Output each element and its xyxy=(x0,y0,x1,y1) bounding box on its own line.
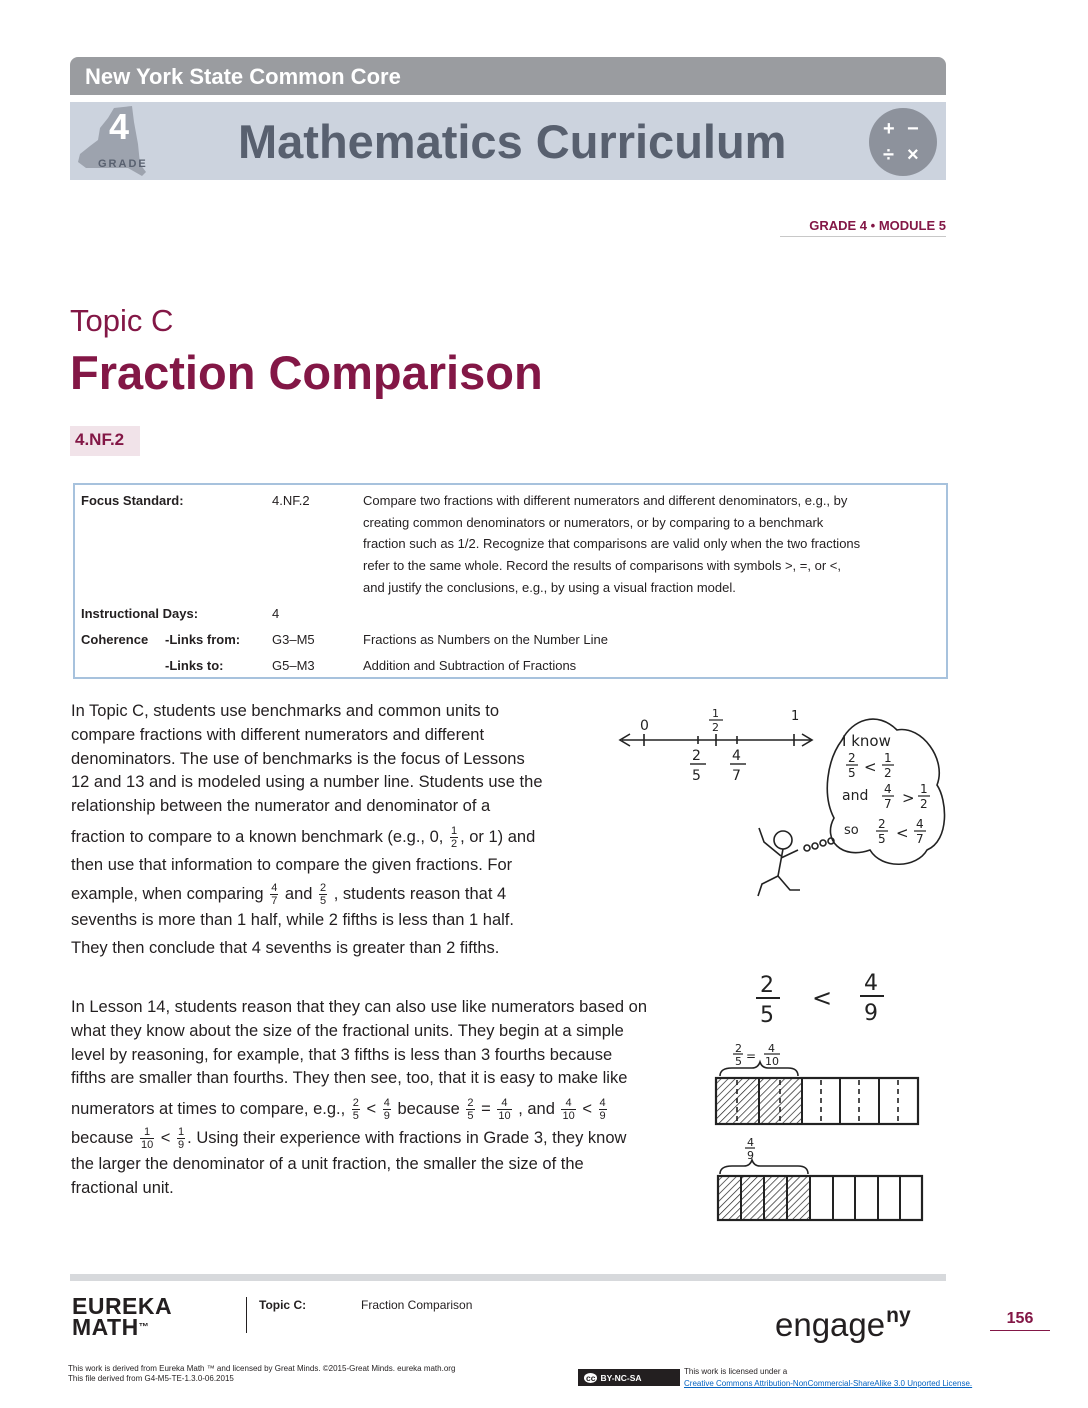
svg-text:2: 2 xyxy=(760,973,774,998)
svg-text:<: < xyxy=(812,984,833,1012)
fraction-four-sevenths: $\frac{4}{7}$ xyxy=(271,881,278,907)
svg-text:>: > xyxy=(902,789,915,807)
svg-text:7: 7 xyxy=(884,797,892,811)
svg-text:<: < xyxy=(896,824,909,842)
svg-text:5: 5 xyxy=(735,1055,742,1068)
footer-topic-label: Topic C: xyxy=(259,1298,307,1312)
topic-label: Topic C xyxy=(70,303,174,338)
svg-text:1: 1 xyxy=(712,707,719,720)
focus-standard-label: Focus Standard: xyxy=(81,493,184,508)
intro-paragraph: In Topic C, students use benchmarks and common units to compare fractions with different numerators and different denominators. The use of benchmarks is the focus of Lessons 12 and 13 and is modeled using a number line. Students use the relationship between the numerator and denominator of a fraction to compare to a known benchmark (e.g., 0, $\frac{1}{2}$ , or 1) and then use that information to compare the given fractions. For example, when comparing $\frac{4}{7}$ and $\frac{2}{5}$ , students reason that 4 sevenths is more than 1 half, while 2 fifths is less than 1 half. They then conclude that 4 sevenths is greater than 2 fifths. xyxy=(71,702,543,957)
svg-text:2: 2 xyxy=(712,721,719,734)
svg-text:1: 1 xyxy=(884,751,892,765)
cc-icon: cc xyxy=(586,1373,596,1383)
curriculum-banner xyxy=(70,102,946,180)
svg-text:5: 5 xyxy=(760,1003,774,1028)
fraction-one-ninth: $\frac{1}{9}$ xyxy=(178,1126,185,1152)
times-symbol: × xyxy=(907,144,919,166)
svg-text:5: 5 xyxy=(848,766,856,780)
divide-symbol: ÷ xyxy=(883,144,894,166)
plus-symbol: + xyxy=(883,118,895,140)
svg-text:7: 7 xyxy=(916,832,924,846)
banner-title: New York State Common Core xyxy=(85,64,401,89)
instructional-days-label: Instructional Days: xyxy=(81,606,199,621)
minus-symbol: − xyxy=(907,118,919,140)
math-operations-icon xyxy=(869,108,937,176)
svg-text:4: 4 xyxy=(747,1136,754,1149)
svg-text:9: 9 xyxy=(864,1001,878,1026)
svg-text:2: 2 xyxy=(848,751,856,765)
eureka-math-logo: EUREKA MATH™ xyxy=(72,1293,173,1340)
svg-text:2: 2 xyxy=(884,766,892,780)
standards-table: Focus Standard: 4.NF.2 Compare two fractions with different numerators and different denominators, e.g., by creating common denominators or numerators, or by comparing to a benchmark fraction such as 1/2. Recognize that comparisons are valid only when the two fractions refer to the same whole. Record the results of comparisons with symbols >, =, or <, and justify the conclusions, e.g., by using a visual fraction model. Instructional Days: 4 Coherence -Links from: G3–M5 Fractions as Numbers on the Number Line -Links to: G5–M3 Addition and Subtraction of Fractions xyxy=(73,483,948,679)
svg-text:4: 4 xyxy=(768,1042,775,1055)
brace-bottom xyxy=(720,1160,808,1174)
svg-text:4: 4 xyxy=(732,748,741,764)
number-line-sketch xyxy=(612,700,952,912)
svg-text:4: 4 xyxy=(864,971,878,996)
fraction-one-half: $\frac{1}{2}$ xyxy=(450,824,458,850)
license-notice: This work is licensed under a Creative Commons Attribution-NonCommercial-ShareAlike 3.0 Unported License. xyxy=(684,1367,973,1388)
svg-text:<: < xyxy=(864,758,877,776)
fraction-two-fifths: $\frac{2}{5}$ xyxy=(352,1097,359,1123)
grade-number: 4 xyxy=(109,106,130,147)
svg-text:2: 2 xyxy=(878,817,886,831)
coherence-label: Coherence xyxy=(81,632,149,647)
links-to-code: G5–M3 xyxy=(272,658,315,673)
engageny-logo: engage$^{ny}$ xyxy=(775,1304,911,1343)
svg-text:2: 2 xyxy=(692,748,701,764)
header-banner xyxy=(70,57,946,95)
svg-text:5: 5 xyxy=(692,768,701,784)
curriculum-title: Mathematics Curriculum xyxy=(238,115,787,168)
footer-vertical-divider xyxy=(246,1297,247,1333)
tape-diagram-tenths xyxy=(716,1078,918,1124)
creative-commons-badge: cc BY-NC-SA xyxy=(578,1369,680,1386)
fraction-four-tenths: $\frac{4}{10}$ xyxy=(562,1097,575,1123)
fraction-two-fifths: $\frac{2}{5}$ xyxy=(467,1097,474,1123)
instructional-days-value: 4 xyxy=(272,606,280,621)
page-number: 156 xyxy=(990,1310,1050,1331)
tick-label-1: 1 xyxy=(791,709,800,724)
svg-text:7: 7 xyxy=(732,768,741,784)
derivation-notice: This work is derived from Eureka Math ™ and licensed by Great Minds. ©2015-Great Minds. eureka math.org This file derived from G4-M5-TE-1.3.0-06.2015 xyxy=(68,1364,456,1383)
focus-standard-code: 4.NF.2 xyxy=(272,493,310,508)
svg-text:1: 1 xyxy=(920,782,928,796)
links-from-text: Fractions as Numbers on the Number Line xyxy=(363,632,608,647)
module-label: GRADE 4 • MODULE 5 xyxy=(780,218,946,237)
brace-top xyxy=(720,1062,798,1076)
svg-text:=: = xyxy=(746,1049,757,1063)
stick-figure-head xyxy=(774,831,792,849)
svg-text:9: 9 xyxy=(747,1149,754,1162)
links-from-code: G3–M5 xyxy=(272,632,315,647)
grade-word: GRADE xyxy=(98,158,148,170)
footer-divider-bar xyxy=(70,1274,946,1281)
svg-text:and: and xyxy=(842,788,869,804)
license-link[interactable]: Creative Commons Attribution-NonCommercial-ShareAlike 3.0 Unported License. xyxy=(684,1379,973,1388)
topic-title: Fraction Comparison xyxy=(70,346,543,399)
svg-text:5: 5 xyxy=(878,832,886,846)
tape-diagram-ninths xyxy=(718,1176,922,1220)
svg-text:4: 4 xyxy=(884,782,892,796)
svg-text:4: 4 xyxy=(916,817,924,831)
links-to-label: -Links to: xyxy=(165,658,224,673)
links-from-label: -Links from: xyxy=(165,632,241,647)
tick-label-0: 0 xyxy=(640,718,649,734)
svg-text:10: 10 xyxy=(765,1055,779,1068)
fraction-one-tenth: $\frac{1}{10}$ xyxy=(140,1126,154,1152)
links-to-text: Addition and Subtraction of Fractions xyxy=(363,658,577,673)
svg-text:2: 2 xyxy=(920,797,928,811)
stick-figure xyxy=(778,849,783,876)
fraction-two-fifths: $\frac{2}{5}$ xyxy=(320,881,327,907)
svg-text:2: 2 xyxy=(735,1042,742,1055)
fraction-four-tenths: $\frac{4}{10}$ xyxy=(498,1097,511,1123)
lesson-14-paragraph: In Lesson 14, students reason that they can also use like numerators based on what they know about the size of the fractional units. They begin at a simple level by reasoning, for example, that 3 fifths is less than 3 fourths because fifths are smaller than fourths. They then see, too, that it is easy to make like numerators at times to compare, e.g., $\frac{2}{5}$ < $\frac{4}{9}$ because $\frac{2}{5}$ = $\frac{4}{10}$ , and $\frac{4}{10}$ < $\frac{4}{9}$ because $\frac{1}{10}$ < $\frac{1}{9}$ . Using their experience with fractions in Grade 3, they know the larger the denominator of a unit fraction, the smaller the size of the fractional unit. xyxy=(71,998,648,1197)
tape-diagram-sketch xyxy=(708,964,938,1226)
fraction-four-ninths: $\frac{4}{9}$ xyxy=(383,1097,390,1123)
footer-topic-name: Fraction Comparison xyxy=(361,1298,473,1312)
standard-tag: 4.NF.2 xyxy=(70,426,140,456)
thought-line-i-know: I know xyxy=(842,732,891,750)
svg-text:so: so xyxy=(844,823,859,838)
fraction-four-ninths: $\frac{4}{9}$ xyxy=(599,1097,606,1123)
